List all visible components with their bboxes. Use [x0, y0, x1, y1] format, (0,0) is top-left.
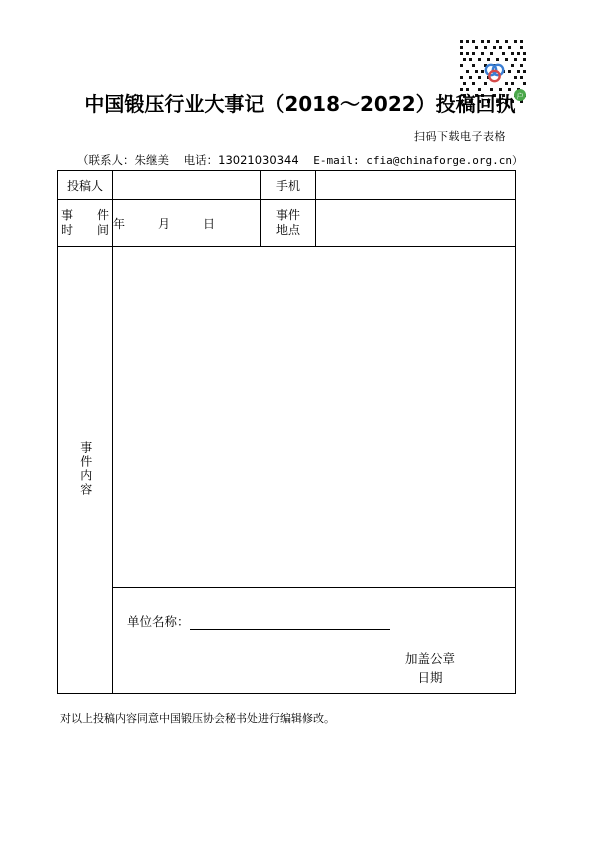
- unit-name-label: 单位名称：: [127, 614, 190, 629]
- footer-note: 对以上投稿内容同意中国锻压协会秘书处进行编辑修改。: [60, 712, 335, 725]
- event-time-month: 月: [158, 216, 172, 231]
- table-row: [58, 171, 516, 200]
- contact-phone: 电话：13021030344: [183, 153, 299, 167]
- mobile-input[interactable]: [316, 171, 516, 200]
- table-row: [58, 247, 516, 588]
- unit-name-rule: [190, 616, 390, 630]
- event-content-label: 事件内容: [58, 247, 113, 694]
- unit-name-field[interactable]: [127, 612, 390, 630]
- table-row: [58, 200, 516, 247]
- event-place-label-line2: 地点: [275, 223, 300, 237]
- stamp-label: 加盖公章: [404, 651, 455, 666]
- mobile-label: 手机: [261, 171, 316, 200]
- page-title: 中国锻压行业大事记（2018～2022）投稿回执: [84, 92, 516, 116]
- contact-line: [0, 152, 600, 168]
- event-time-day: 日: [203, 216, 217, 231]
- contact-person: （联系人：朱继美: [77, 153, 170, 167]
- contact-email: E-mail: cfia@chinaforge.org.cn）: [313, 154, 523, 167]
- event-place-label: [261, 200, 316, 247]
- event-time-year: 年: [113, 216, 127, 231]
- svg-text:户: 户: [516, 92, 524, 101]
- stamp-date-label: 日期: [417, 669, 443, 685]
- qr-caption: 扫码下载电子表格: [414, 130, 506, 143]
- submission-form-table: [57, 170, 516, 694]
- event-place-label-line1: 事件: [275, 208, 300, 222]
- stamp-block: [405, 650, 455, 688]
- contributor-label: 投稿人: [58, 171, 113, 200]
- event-time-label: [58, 200, 113, 247]
- event-time-label-line2: 时 间: [60, 223, 109, 237]
- event-time-input[interactable]: [113, 200, 261, 247]
- event-place-input[interactable]: [316, 200, 516, 247]
- signature-area: [113, 588, 516, 694]
- event-content-input[interactable]: [113, 247, 516, 588]
- contributor-input[interactable]: [113, 171, 261, 200]
- event-time-label-line1: 事 件: [60, 208, 109, 222]
- table-row: [58, 588, 516, 694]
